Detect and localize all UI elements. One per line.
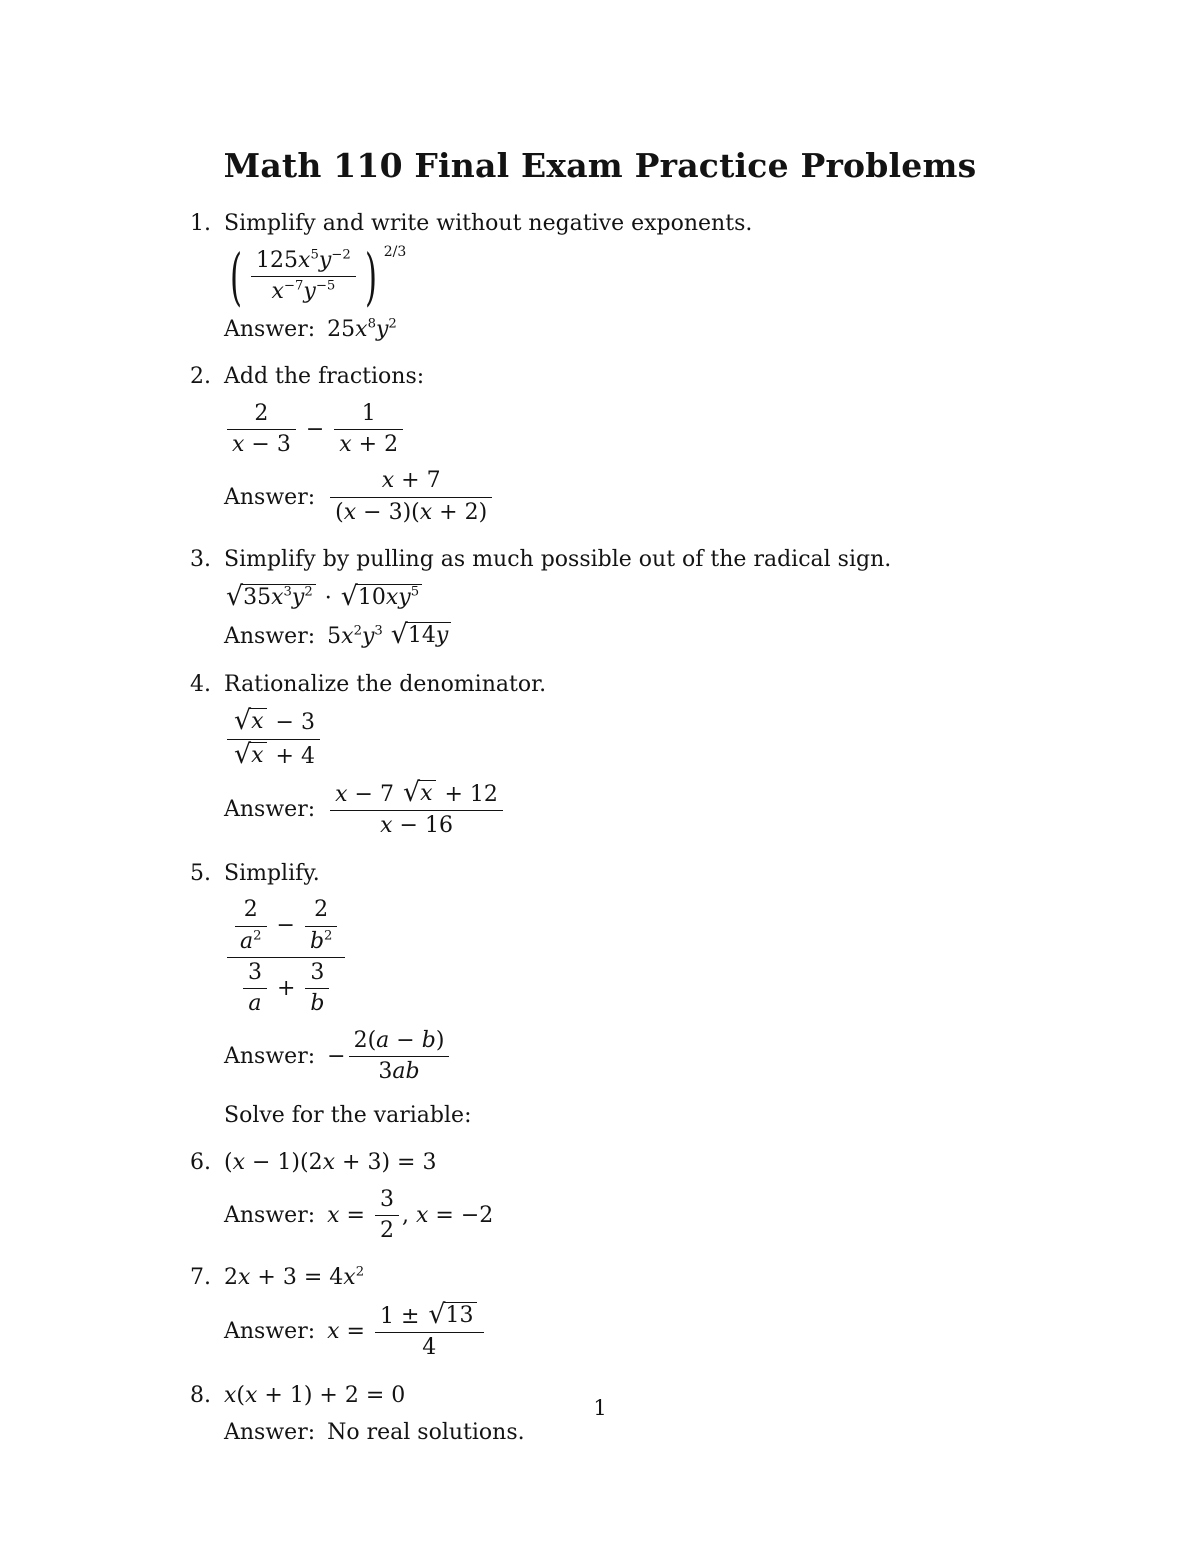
math-superscript: 2 (253, 928, 262, 944)
math-text: + 1) + 2 = 0 (257, 1382, 406, 1408)
math-text: + 7 (394, 468, 441, 494)
fraction-numerator (375, 1187, 399, 1216)
math-variable: x (245, 1382, 258, 1408)
problem-prompt: Simplify. (224, 860, 320, 886)
answer-formula (327, 1187, 493, 1245)
math-text: − 1)(2 (245, 1150, 323, 1176)
answer-formula (327, 468, 495, 526)
math-variable: a (392, 1059, 406, 1085)
answer-formula (327, 776, 506, 840)
math-text: − (298, 416, 332, 442)
radical-sign-icon: √ (234, 705, 252, 737)
math-variable: y (318, 247, 332, 273)
fraction-numerator (349, 1028, 450, 1057)
math-text: 3 (379, 1186, 394, 1212)
math-variable: x (415, 1202, 429, 1228)
math-fraction (375, 1298, 484, 1362)
problem-prompt: Rationalize the denominator. (224, 671, 547, 697)
math-text: 2 (254, 400, 269, 426)
math-variable: x (271, 279, 284, 305)
math-text: = (339, 1202, 372, 1228)
answer-formula (327, 1298, 486, 1362)
answer-label: Answer: (224, 1202, 316, 1228)
math-superscript: 3 (374, 623, 383, 639)
problem-body (224, 363, 1010, 526)
math-radical (390, 619, 452, 651)
math-text: 2 (224, 1265, 238, 1291)
fraction-numerator (251, 248, 356, 277)
problem-answer (224, 468, 1010, 526)
fraction-denominator (227, 740, 320, 770)
answer-formula (327, 1419, 524, 1447)
fraction-numerator (305, 897, 337, 926)
problem-3 (190, 546, 1010, 651)
problem-formula (224, 401, 1010, 459)
math-superscript: −7 (283, 278, 304, 294)
math-superscript: 2 (355, 1265, 365, 1280)
math-text: − (327, 1043, 346, 1069)
math-variable: x (335, 781, 348, 807)
math-text: 3 (378, 1059, 393, 1085)
fraction-numerator (227, 401, 296, 430)
fraction-denominator (349, 1057, 450, 1085)
problem-number: 1. (190, 211, 211, 237)
math-text: − 7 (347, 781, 401, 807)
math-text: − (389, 1027, 422, 1053)
math-text: 5 (327, 624, 342, 650)
fraction-numerator (227, 705, 320, 739)
math-text: + 12 (437, 781, 498, 807)
math-fraction (243, 960, 267, 1018)
math-variable: a (248, 991, 262, 1017)
radical-argument (406, 622, 451, 649)
math-text: 125 (256, 247, 299, 273)
fraction-numerator (334, 401, 403, 430)
paren-exponent: 2/3 (383, 243, 407, 260)
fraction-denominator (227, 958, 345, 1018)
math-radical (234, 705, 267, 737)
radical-argument (241, 584, 316, 611)
problem-formula (224, 580, 1010, 613)
math-text: 14 (407, 623, 436, 649)
math-fraction (375, 1187, 399, 1245)
problem-post-text: Solve for the variable: (224, 1102, 472, 1128)
problem-body (224, 1149, 1010, 1244)
math-variable: y (291, 584, 305, 610)
math-radical (234, 738, 267, 770)
answer-formula (327, 316, 397, 344)
problem-answer (224, 1028, 1010, 1086)
math-text: − 3 (244, 431, 291, 457)
math-fraction (349, 1028, 450, 1086)
math-superscript: 8 (367, 316, 376, 332)
math-variable: x (271, 584, 284, 610)
problem-prompt: Simplify and write without negative exponents. (224, 211, 753, 237)
radical-sign-icon: √ (428, 1298, 446, 1330)
fraction-denominator (305, 989, 329, 1017)
math-variable: x (343, 499, 357, 525)
problem-1 (190, 210, 1010, 343)
problem-answer (224, 1419, 1010, 1447)
math-superscript: 2 (388, 316, 397, 332)
math-variable: y (375, 316, 389, 342)
problem-number: 5. (190, 860, 211, 886)
math-radical (340, 580, 422, 612)
math-text: 2 (379, 1217, 394, 1243)
math-variable: b (310, 991, 325, 1017)
math-variable: x (251, 742, 264, 768)
math-text: 2 (243, 897, 258, 923)
fraction-numerator (227, 897, 345, 958)
fraction-denominator (375, 1333, 484, 1361)
answer-label: Answer: (224, 484, 316, 510)
math-variable: b (421, 1027, 436, 1053)
open-paren: ( (230, 240, 243, 313)
math-superscript: 2 (304, 584, 313, 600)
math-text: ( (224, 1150, 233, 1176)
problem-number: 2. (190, 364, 211, 390)
math-text: , (401, 1202, 416, 1228)
math-text: No real solutions. (327, 1420, 525, 1446)
math-variable: x (232, 1150, 246, 1176)
radical-argument (418, 780, 435, 807)
answer-formula (327, 1028, 452, 1086)
math-text: ( (335, 499, 344, 525)
math-text: + (269, 975, 303, 1001)
problem-body (224, 671, 1010, 840)
math-superscript: −2 (331, 247, 351, 263)
fraction-denominator (305, 927, 337, 955)
problem-body (224, 546, 1010, 651)
problem-answer (224, 1187, 1010, 1245)
math-text: 3 (247, 959, 262, 985)
problem-answer (224, 1298, 1010, 1362)
fraction-denominator (235, 927, 267, 955)
answer-label: Answer: (224, 1420, 316, 1446)
problem-inline-formula (224, 1149, 1010, 1177)
math-text: · (317, 585, 339, 611)
paren-inner (248, 248, 359, 306)
radical-sign-icon: √ (340, 580, 358, 612)
problem-answer (224, 776, 1010, 840)
problem-4 (190, 671, 1010, 840)
problem-7 (190, 1264, 1010, 1361)
math-text: + 4 (268, 743, 315, 769)
math-text: = −2 (428, 1202, 494, 1228)
radical-argument (356, 584, 422, 611)
page-title: Math 110 Final Exam Practice Problems (223, 146, 977, 185)
math-variable: x (355, 316, 368, 342)
fraction-denominator (330, 498, 492, 526)
radical-argument (444, 1302, 477, 1329)
math-variable: x (298, 247, 311, 273)
math-superscript: 5 (410, 584, 420, 600)
math-text: 3 (310, 959, 325, 985)
fraction-denominator (334, 430, 403, 458)
math-superscript: 5 (310, 247, 319, 263)
math-variable: x (341, 624, 354, 650)
answer-formula (327, 619, 453, 651)
math-text: 35 (243, 584, 272, 610)
math-fraction (227, 897, 345, 1018)
math-superscript: 3 (283, 584, 292, 600)
math-variable: a (240, 928, 254, 954)
math-text: − 16 (392, 813, 453, 839)
math-variable: x (238, 1265, 251, 1291)
math-text: ) (435, 1027, 445, 1053)
math-text: + 2) (432, 499, 488, 525)
math-radical (402, 776, 436, 808)
math-variable: b (309, 928, 325, 954)
fraction-denominator (330, 811, 503, 839)
math-text: 10 (357, 584, 386, 610)
math-variable: y (361, 624, 375, 650)
problem-prompt: Simplify by pulling as much possible out of the radical sign. (224, 547, 892, 573)
problem-5 (190, 860, 1010, 1129)
problem-number: 3. (190, 547, 211, 573)
fraction-denominator (227, 430, 296, 458)
math-text: 25 (327, 316, 356, 342)
math-variable: x (385, 584, 399, 610)
math-fraction (330, 776, 503, 840)
math-variable: y (435, 623, 449, 649)
math-superscript: 2 (324, 928, 333, 944)
math-variable: x (322, 1150, 336, 1176)
page-number: 1 (593, 1395, 607, 1420)
math-text: ( (236, 1382, 246, 1408)
math-text: = (339, 1318, 372, 1344)
math-fraction (235, 897, 267, 955)
fraction-numerator (305, 960, 329, 989)
problem-formula (224, 240, 1010, 313)
problem-number: 6. (190, 1150, 211, 1176)
math-paren-group (224, 240, 407, 313)
radical-sign-icon: √ (390, 619, 408, 651)
math-variable: x (339, 431, 352, 457)
math-text: 2( (353, 1027, 377, 1053)
math-fraction (305, 960, 329, 1018)
math-variable: x (327, 1202, 340, 1228)
math-fraction (251, 248, 356, 306)
math-text: + 3) = 3 (335, 1150, 437, 1176)
fraction-numerator (243, 960, 267, 989)
math-superscript: −5 (315, 278, 336, 294)
math-variable: x (380, 813, 393, 839)
math-variable: x (420, 780, 433, 806)
problem-formula (224, 705, 1010, 770)
problem-list (190, 210, 1010, 1446)
problem-body (224, 860, 1010, 1129)
problem-body (224, 1264, 1010, 1361)
math-text: 2 (314, 897, 329, 923)
math-variable: b (405, 1059, 420, 1085)
problem-number: 8. (190, 1382, 211, 1408)
math-fraction (330, 468, 492, 526)
math-text: 1 ± (379, 1303, 427, 1329)
answer-label: Answer: (224, 797, 316, 823)
math-text: − (269, 913, 302, 939)
fraction-numerator (330, 776, 503, 811)
fraction-numerator (375, 1298, 484, 1333)
problem-prompt: Add the fractions: (224, 364, 425, 390)
math-text: − 3)( (356, 499, 420, 525)
fraction-denominator (251, 277, 356, 305)
math-radical (226, 580, 316, 612)
answer-label: Answer: (224, 1318, 316, 1344)
fraction-numerator (330, 468, 492, 497)
math-fraction (305, 897, 337, 955)
math-text: − 3 (268, 710, 315, 736)
math-variable: x (327, 1318, 340, 1344)
math-variable: x (343, 1265, 356, 1291)
math-variable: x (232, 431, 245, 457)
problem-formula (224, 897, 1010, 1018)
radical-sign-icon: √ (234, 738, 252, 770)
math-radical (428, 1298, 476, 1330)
close-paren: ) (364, 240, 377, 313)
answer-label: Answer: (224, 316, 316, 342)
math-text: 13 (445, 1302, 474, 1328)
problem-answer (224, 619, 1010, 651)
fraction-numerator (235, 897, 267, 926)
math-variable: x (251, 709, 264, 735)
problem-6 (190, 1149, 1010, 1244)
math-fraction (227, 401, 296, 459)
answer-label: Answer: (224, 623, 316, 649)
math-fraction (334, 401, 403, 459)
math-variable: y (398, 584, 411, 610)
math-variable: x (419, 499, 433, 525)
problem-inline-formula (224, 1264, 1010, 1292)
math-text: + 2 (351, 431, 399, 457)
math-superscript: 2 (353, 623, 362, 639)
problem-2 (190, 363, 1010, 526)
math-variable: x (381, 468, 395, 494)
problem-body (224, 210, 1010, 343)
fraction-denominator (375, 1216, 399, 1244)
math-fraction (227, 705, 320, 770)
page-content (190, 148, 1010, 1467)
math-variable: a (376, 1027, 390, 1053)
math-text: 1 (361, 400, 376, 426)
radical-argument (249, 742, 266, 769)
answer-label: Answer: (224, 1043, 316, 1069)
math-text: 4 (422, 1335, 437, 1361)
fraction-denominator (243, 989, 267, 1017)
radical-sign-icon: √ (226, 580, 244, 612)
problem-number: 4. (190, 671, 211, 697)
math-variable: y (303, 279, 316, 305)
math-text: + 3 = 4 (250, 1265, 344, 1291)
problem-answer (224, 316, 1010, 344)
math-variable: x (224, 1382, 237, 1408)
radical-argument (249, 708, 266, 735)
problem-number: 7. (190, 1265, 211, 1291)
radical-sign-icon: √ (402, 776, 421, 808)
